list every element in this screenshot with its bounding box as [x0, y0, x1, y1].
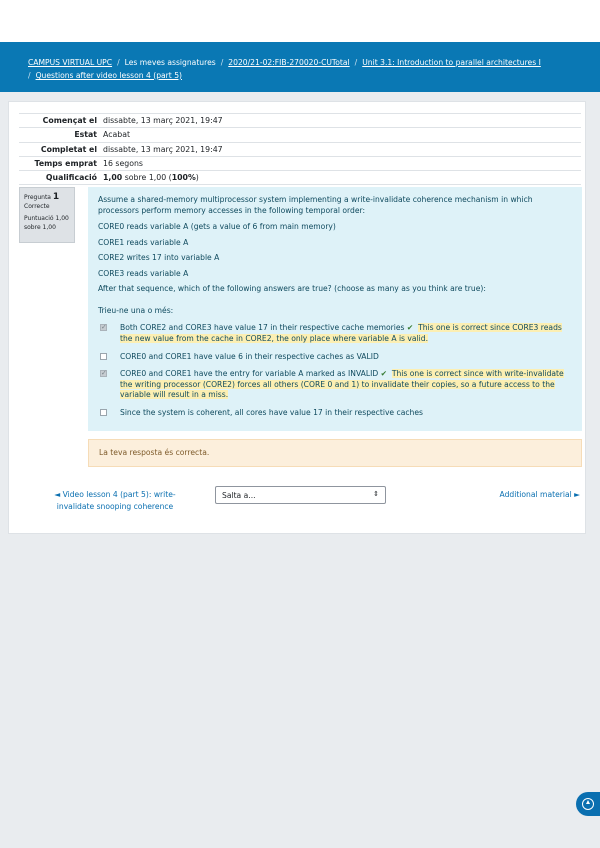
- top-navbar: [0, 0, 600, 42]
- summary-key: Temps emprat: [19, 156, 103, 170]
- previous-activity-link[interactable]: ◄ Video lesson 4 (part 5): write-invalidate snooping coherence: [54, 490, 176, 511]
- question-label: Pregunta: [24, 194, 51, 201]
- table-row: [19, 156, 581, 170]
- breadcrumb-link-course[interactable]: 2020/21-02:FIB-270020-CUTotal: [228, 58, 350, 67]
- summary-key: Completat el: [19, 142, 103, 156]
- summary-value: Acabat: [103, 128, 581, 142]
- jump-to-value: Salta a...: [222, 491, 256, 500]
- breadcrumb-separator: /: [220, 58, 224, 67]
- select-caret-icon: ⇕: [373, 490, 379, 498]
- general-feedback: La teva resposta és correcta.: [88, 439, 582, 467]
- answer-checkbox[interactable]: [100, 409, 107, 416]
- answer-label: Since the system is coherent, all cores have value 17 in their respective caches: [120, 408, 423, 417]
- breadcrumb-separator: /: [354, 58, 358, 67]
- breadcrumb-item-my-courses: Les meves assignatures: [124, 58, 216, 67]
- summary-key: Estat: [19, 128, 103, 142]
- answer-text-block: [120, 369, 574, 401]
- check-icon: ✔: [406, 323, 414, 332]
- grade-percent: 100%: [171, 173, 196, 183]
- answer-checkbox[interactable]: [100, 370, 107, 377]
- question-text-box: [88, 187, 582, 431]
- answer-checkbox[interactable]: [100, 324, 107, 331]
- question-step: CORE0 reads variable A (gets a value of 6 from main memory): [98, 222, 336, 231]
- breadcrumb-link-campus[interactable]: CAMPUS VIRTUAL UPC: [28, 58, 113, 67]
- choose-label: Trieu-ne una o més:: [98, 305, 174, 315]
- table-row: [19, 171, 581, 185]
- breadcrumb: [28, 57, 588, 82]
- summary-key: Qualificació: [19, 171, 103, 185]
- question-info-box: [19, 187, 75, 243]
- next-activity-link[interactable]: Additional material ►: [499, 490, 580, 499]
- question-intro: Assume a shared-memory multiprocessor system implementing a write-invalidate coherence mechanism in which processors perform memory accesses in the following temporal order:: [98, 195, 533, 215]
- question-step: CORE2 writes 17 into variable A: [98, 253, 220, 262]
- table-row: [19, 142, 581, 156]
- question-number: 1: [52, 192, 60, 202]
- arrow-up-circle-icon: [582, 798, 594, 810]
- grade-close: ): [195, 173, 199, 183]
- table-row: [19, 114, 581, 128]
- question-step: CORE1 reads variable A: [98, 237, 189, 247]
- breadcrumb-link-unit[interactable]: Unit 3.1: Introduction to parallel architectures I: [362, 58, 541, 67]
- check-icon: ✔: [380, 369, 387, 378]
- question-step: CORE3 reads variable A: [98, 268, 189, 278]
- attempt-summary-table: [19, 113, 581, 185]
- jump-to-select[interactable]: [215, 486, 386, 504]
- breadcrumb-separator: /: [28, 70, 31, 80]
- answer-feedback: This one is correct since with write-invalidate the writing processor (CORE2) forces all others (CORE 0 and 1) to invalidate their copies, so a future access to the variable will result in a miss.: [120, 369, 564, 399]
- summary-value-grade: [103, 171, 581, 185]
- question-state: Correcte: [24, 203, 50, 210]
- question-marks: Puntuació 1,00 sobre 1,00: [24, 215, 69, 231]
- answer-label: Both CORE2 and CORE3 have value 17 in their respective cache memories: [120, 323, 405, 332]
- breadcrumb-separator: /: [117, 58, 120, 67]
- summary-value: 16 segons: [103, 156, 581, 170]
- answer-label: CORE0 and CORE1 have value 6 in their respective caches as VALID: [120, 352, 379, 361]
- summary-value: dissabte, 13 març 2021, 19:47: [103, 114, 581, 128]
- breadcrumb-link-quiz[interactable]: Questions after video lesson 4 (part 5): [35, 70, 182, 80]
- answer-checkbox[interactable]: [100, 353, 107, 360]
- summary-value: dissabte, 13 març 2021, 19:47: [103, 142, 581, 156]
- answer-feedback: This one is correct since CORE3 reads the new value from the cache in CORE2, the only place where variable A is valid.: [120, 323, 562, 343]
- grade-out-of: sobre 1,00 (: [122, 173, 172, 183]
- answer-label: CORE0 and CORE1 have the entry for variable A marked as INVALID: [120, 369, 379, 378]
- summary-key: Començat el: [19, 114, 103, 128]
- question-prompt: After that sequence, which of the following answers are true? (choose as many as you think are true):: [98, 284, 486, 293]
- back-to-top-button[interactable]: [576, 792, 600, 816]
- grade-score: 1,00: [103, 173, 123, 183]
- answer-text-block: [120, 323, 574, 344]
- table-row: [19, 128, 581, 142]
